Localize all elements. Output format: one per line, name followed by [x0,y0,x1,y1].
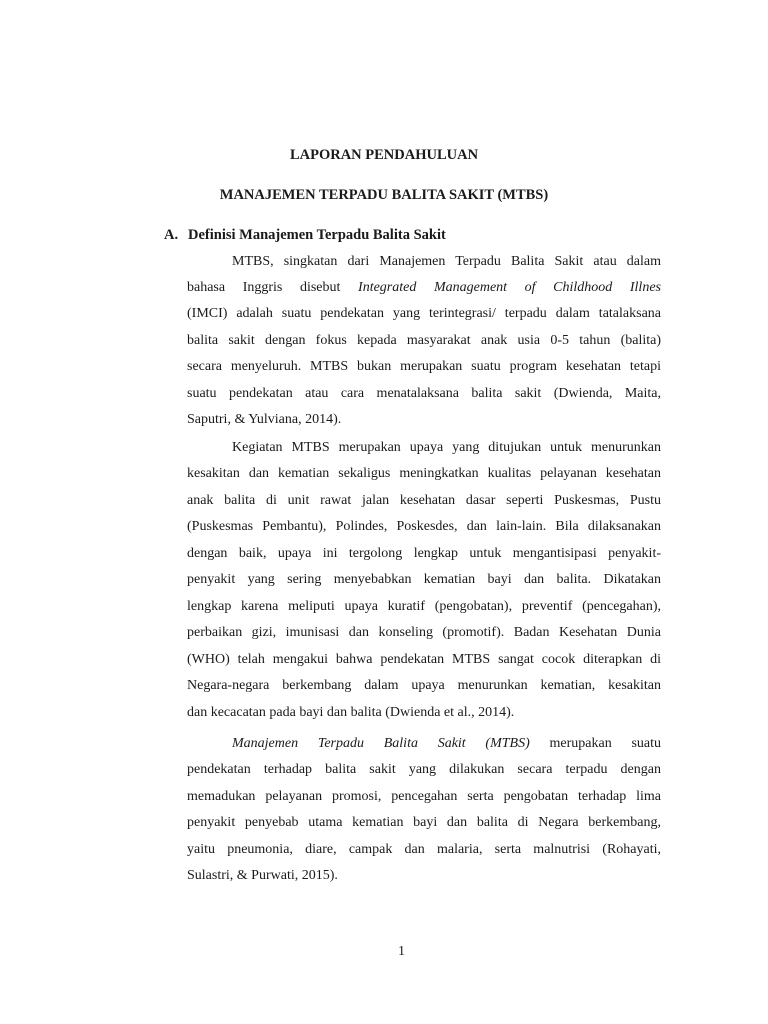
paragraph-line: memadukan pelayanan promosi, pencegahan serta pengobatan terhadap lima [187,789,661,804]
document-title: LAPORAN PENDAHULUAN [289,147,479,163]
paragraph-line: suatu pendekatan atau cara menatalaksana balita sakit (Dwienda, Maita, [187,386,661,401]
paragraph-line: dan kecacatan pada bayi dan balita (Dwienda et al., 2014). [187,705,515,720]
italic-term: Manajemen Terpadu Balita Sakit (MTBS) [232,736,530,751]
paragraph-line [187,278,661,298]
paragraph-line: Sulastri, & Purwati, 2015). [187,868,338,883]
paragraph-line: balita sakit dengan fokus kepada masyarakat anak usia 0-5 tahun (balita) [187,333,661,348]
paragraph-line: pendekatan terhadap balita sakit yang dilakukan secara terpadu dengan [187,762,661,777]
paragraph-line: (Puskesmas Pembantu), Polindes, Poskesdes, dan lain-lain. Bila dilaksanakan [187,519,661,534]
paragraph-line: penyakit penyebab utama kematian bayi dan balita di Negara berkembang, [187,815,661,830]
section-heading-text: Definisi Manajemen Terpadu Balita Sakit [188,227,446,243]
paragraph-line: lengkap karena meliputi upaya kuratif (pengobatan), preventif (pencegahan), [187,599,661,614]
paragraph-line: Kegiatan MTBS merupakan upaya yang ditujukan untuk menurunkan [232,440,661,455]
document-subtitle: MANAJEMEN TERPADU BALITA SAKIT (MTBS) [219,187,549,203]
page-number: 1 [398,944,405,959]
paragraph-line: (IMCI) adalah suatu pendekatan yang terintegrasi/ terpadu dalam tatalaksana [187,306,661,321]
paragraph-line: Negara-negara berkembang dalam upaya menurunkan kematian, kesakitan [187,678,661,693]
paragraph-line: (WHO) telah mengakui bahwa pendekatan MTBS sangat cocok diterapkan di [187,652,661,667]
paragraph-line [232,734,661,754]
italic-term: Integrated Management of Childhood Illnes [358,280,661,295]
paragraph-line: secara menyeluruh. MTBS bukan merupakan suatu program kesehatan tetapi [187,359,661,374]
paragraph-line: Saputri, & Yulviana, 2014). [187,412,342,427]
text-span: merupakan suatu [529,736,661,751]
paragraph-line: kesakitan dan kematian sekaligus meningkatkan kualitas pelayanan kesehatan [187,466,661,481]
section-heading [164,227,446,244]
paragraph-line: dengan baik, upaya ini tergolong lengkap untuk mengantisipasi penyakit- [187,546,661,561]
paragraph-line: yaitu pneumonia, diare, campak dan malaria, serta malnutrisi (Rohayati, [187,842,661,857]
text-span: bahasa Inggris disebut [187,280,359,295]
paragraph-line: penyakit yang sering menyebabkan kematian bayi dan balita. Dikatakan [187,572,661,587]
section-letter: A. [164,227,179,243]
paragraph-line: anak balita di unit rawat jalan kesehatan dasar seperti Puskesmas, Pustu [187,493,661,508]
paragraph-line: perbaikan gizi, imunisasi dan konseling (promotif). Badan Kesehatan Dunia [187,625,661,640]
paragraph-line: MTBS, singkatan dari Manajemen Terpadu Balita Sakit atau dalam [232,254,661,269]
